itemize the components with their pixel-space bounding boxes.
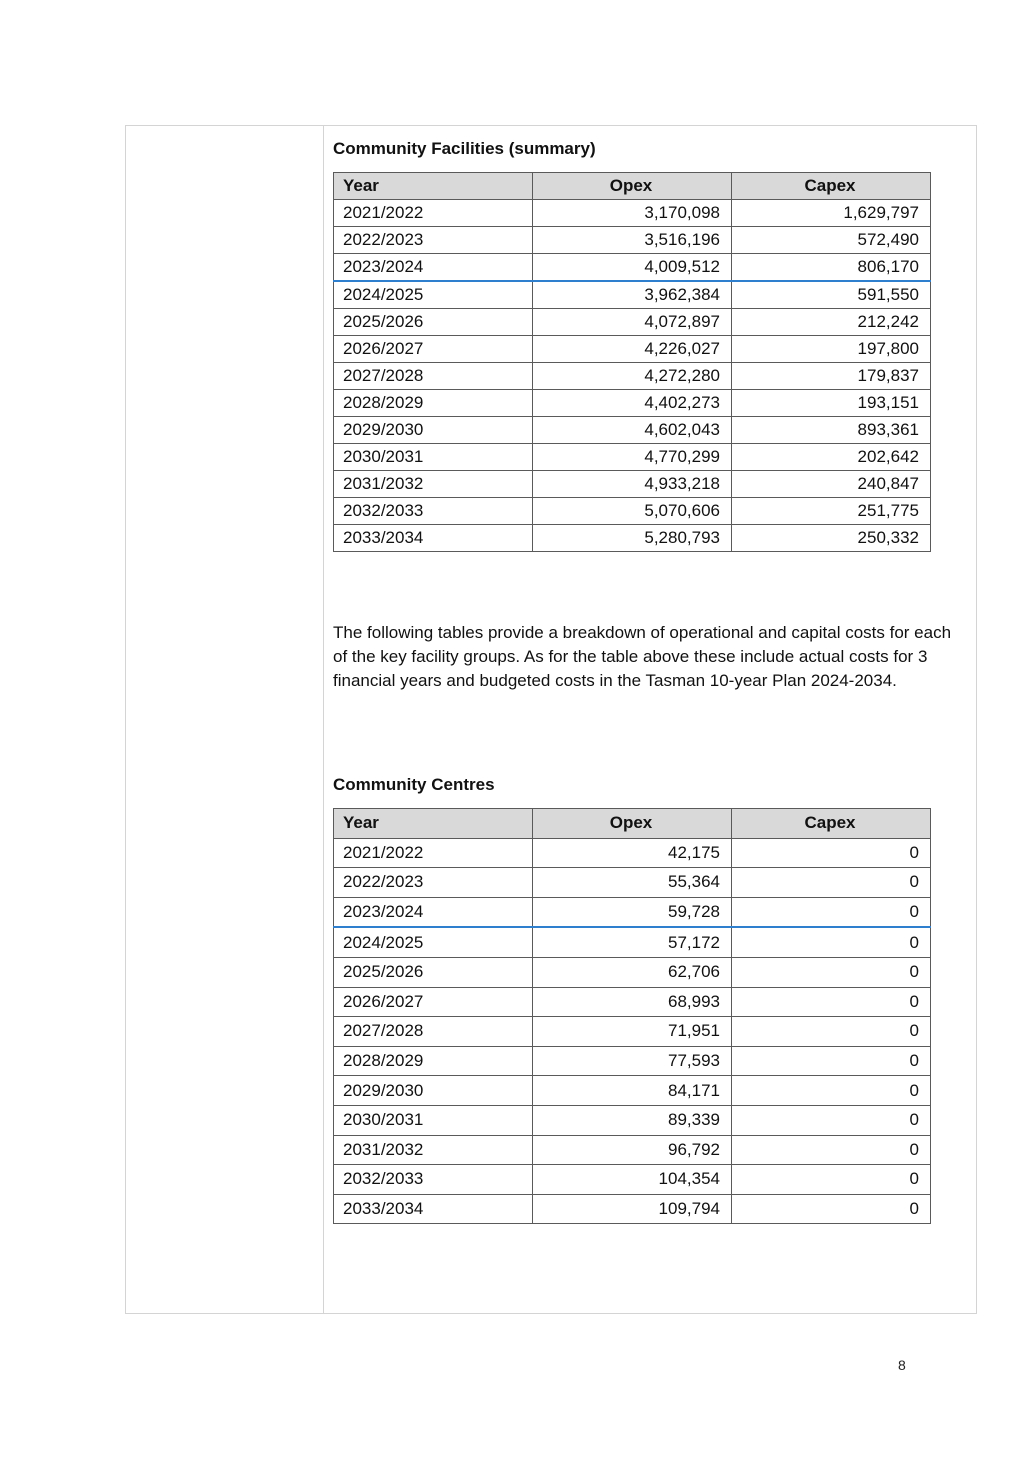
cell-opex: 57,172 bbox=[533, 927, 732, 957]
cell-capex: 0 bbox=[732, 957, 931, 987]
cell-opex: 104,354 bbox=[533, 1165, 732, 1195]
cell-year: 2028/2029 bbox=[334, 1046, 533, 1076]
cell-year: 2022/2023 bbox=[334, 868, 533, 898]
column-header-year: Year bbox=[334, 809, 533, 839]
cell-year: 2025/2026 bbox=[334, 309, 533, 336]
community-centres-table-title: Community Centres bbox=[333, 775, 495, 794]
cell-capex: 193,151 bbox=[732, 390, 931, 417]
table-row bbox=[334, 1165, 931, 1195]
cell-opex: 4,072,897 bbox=[533, 309, 732, 336]
cell-opex: 4,933,218 bbox=[533, 471, 732, 498]
column-header-capex: Capex bbox=[732, 809, 931, 839]
cell-capex: 197,800 bbox=[732, 336, 931, 363]
cell-capex: 250,332 bbox=[732, 525, 931, 552]
cell-opex: 4,226,027 bbox=[533, 336, 732, 363]
table-row bbox=[334, 1194, 931, 1224]
cell-year: 2030/2031 bbox=[334, 1105, 533, 1135]
table-header-row bbox=[334, 809, 931, 839]
cell-opex: 89,339 bbox=[533, 1105, 732, 1135]
table-row bbox=[334, 444, 931, 471]
cell-opex: 5,070,606 bbox=[533, 498, 732, 525]
cell-year: 2033/2034 bbox=[334, 1194, 533, 1224]
table-row bbox=[334, 309, 931, 336]
cell-capex: 0 bbox=[732, 1017, 931, 1047]
cell-year: 2033/2034 bbox=[334, 525, 533, 552]
cell-opex: 5,280,793 bbox=[533, 525, 732, 552]
cell-year: 2024/2025 bbox=[334, 281, 533, 309]
cell-capex: 591,550 bbox=[732, 281, 931, 309]
table-row bbox=[334, 471, 931, 498]
table-row bbox=[334, 498, 931, 525]
cell-opex: 3,516,196 bbox=[533, 227, 732, 254]
cell-year: 2028/2029 bbox=[334, 390, 533, 417]
cell-opex: 4,402,273 bbox=[533, 390, 732, 417]
cell-year: 2024/2025 bbox=[334, 927, 533, 957]
summary-table-title: Community Facilities (summary) bbox=[333, 139, 596, 158]
cell-year: 2032/2033 bbox=[334, 498, 533, 525]
cell-year: 2026/2027 bbox=[334, 336, 533, 363]
table-row bbox=[334, 987, 931, 1017]
cell-opex: 3,962,384 bbox=[533, 281, 732, 309]
cell-year: 2030/2031 bbox=[334, 444, 533, 471]
table-row bbox=[334, 897, 931, 927]
cell-year: 2026/2027 bbox=[334, 987, 533, 1017]
table-row bbox=[334, 1046, 931, 1076]
cell-opex: 55,364 bbox=[533, 868, 732, 898]
cell-capex: 202,642 bbox=[732, 444, 931, 471]
cell-opex: 42,175 bbox=[533, 838, 732, 868]
table-row bbox=[334, 868, 931, 898]
cell-opex: 62,706 bbox=[533, 957, 732, 987]
cell-capex: 0 bbox=[732, 1105, 931, 1135]
table-row bbox=[334, 1076, 931, 1106]
cell-opex: 4,602,043 bbox=[533, 417, 732, 444]
table-row bbox=[334, 927, 931, 957]
table-row bbox=[334, 254, 931, 282]
summary-table-wrap bbox=[333, 172, 963, 552]
cell-capex: 0 bbox=[732, 1076, 931, 1106]
cell-capex: 893,361 bbox=[732, 417, 931, 444]
page-number: 8 bbox=[898, 1357, 906, 1373]
cell-year: 2021/2022 bbox=[334, 200, 533, 227]
table-row bbox=[334, 227, 931, 254]
cell-opex: 3,170,098 bbox=[533, 200, 732, 227]
table-row bbox=[334, 1017, 931, 1047]
table-row bbox=[334, 200, 931, 227]
cell-opex: 84,171 bbox=[533, 1076, 732, 1106]
frame-column-divider bbox=[323, 126, 324, 1313]
cell-capex: 0 bbox=[732, 1135, 931, 1165]
community-centres-table-wrap bbox=[333, 808, 963, 1224]
cell-capex: 572,490 bbox=[732, 227, 931, 254]
cell-year: 2029/2030 bbox=[334, 417, 533, 444]
community-centres-table bbox=[333, 808, 931, 1224]
cell-opex: 68,993 bbox=[533, 987, 732, 1017]
column-header-year: Year bbox=[334, 173, 533, 200]
cell-opex: 109,794 bbox=[533, 1194, 732, 1224]
table-row bbox=[334, 281, 931, 309]
cell-capex: 179,837 bbox=[732, 363, 931, 390]
cell-year: 2025/2026 bbox=[334, 957, 533, 987]
cell-capex: 240,847 bbox=[732, 471, 931, 498]
table-row bbox=[334, 525, 931, 552]
cell-year: 2021/2022 bbox=[334, 838, 533, 868]
cell-capex: 806,170 bbox=[732, 254, 931, 282]
intro-paragraph: The following tables provide a breakdown of operational and capital costs for each of the key facility groups. As for the table above these include actual costs for 3 financial years and budgeted costs in the Tasman 10-year Plan 2024-2034. bbox=[333, 623, 952, 690]
cell-year: 2032/2033 bbox=[334, 1165, 533, 1195]
cell-opex: 4,770,299 bbox=[533, 444, 732, 471]
table-row bbox=[334, 838, 931, 868]
intro-text-block bbox=[333, 621, 963, 693]
cell-year: 2022/2023 bbox=[334, 227, 533, 254]
cell-year: 2031/2032 bbox=[334, 471, 533, 498]
community-centres-section bbox=[333, 775, 963, 795]
cell-capex: 0 bbox=[732, 1046, 931, 1076]
table-row bbox=[334, 1135, 931, 1165]
summary-table bbox=[333, 172, 931, 552]
cell-opex: 77,593 bbox=[533, 1046, 732, 1076]
column-header-opex: Opex bbox=[533, 809, 732, 839]
table-header-row bbox=[334, 173, 931, 200]
cell-year: 2031/2032 bbox=[334, 1135, 533, 1165]
cell-opex: 71,951 bbox=[533, 1017, 732, 1047]
cell-opex: 4,272,280 bbox=[533, 363, 732, 390]
cell-capex: 0 bbox=[732, 897, 931, 927]
cell-capex: 251,775 bbox=[732, 498, 931, 525]
cell-capex: 0 bbox=[732, 838, 931, 868]
cell-opex: 96,792 bbox=[533, 1135, 732, 1165]
cell-capex: 212,242 bbox=[732, 309, 931, 336]
cell-year: 2027/2028 bbox=[334, 1017, 533, 1047]
cell-year: 2023/2024 bbox=[334, 254, 533, 282]
table-row bbox=[334, 363, 931, 390]
cell-capex: 0 bbox=[732, 868, 931, 898]
summary-section bbox=[333, 139, 963, 159]
table-row bbox=[334, 957, 931, 987]
cell-capex: 1,629,797 bbox=[732, 200, 931, 227]
cell-capex: 0 bbox=[732, 927, 931, 957]
cell-year: 2023/2024 bbox=[334, 897, 533, 927]
cell-capex: 0 bbox=[732, 1194, 931, 1224]
cell-capex: 0 bbox=[732, 1165, 931, 1195]
cell-opex: 59,728 bbox=[533, 897, 732, 927]
cell-year: 2027/2028 bbox=[334, 363, 533, 390]
column-header-opex: Opex bbox=[533, 173, 732, 200]
table-row bbox=[334, 390, 931, 417]
cell-year: 2029/2030 bbox=[334, 1076, 533, 1106]
table-row bbox=[334, 1105, 931, 1135]
column-header-capex: Capex bbox=[732, 173, 931, 200]
table-row bbox=[334, 336, 931, 363]
cell-capex: 0 bbox=[732, 987, 931, 1017]
cell-opex: 4,009,512 bbox=[533, 254, 732, 282]
table-row bbox=[334, 417, 931, 444]
